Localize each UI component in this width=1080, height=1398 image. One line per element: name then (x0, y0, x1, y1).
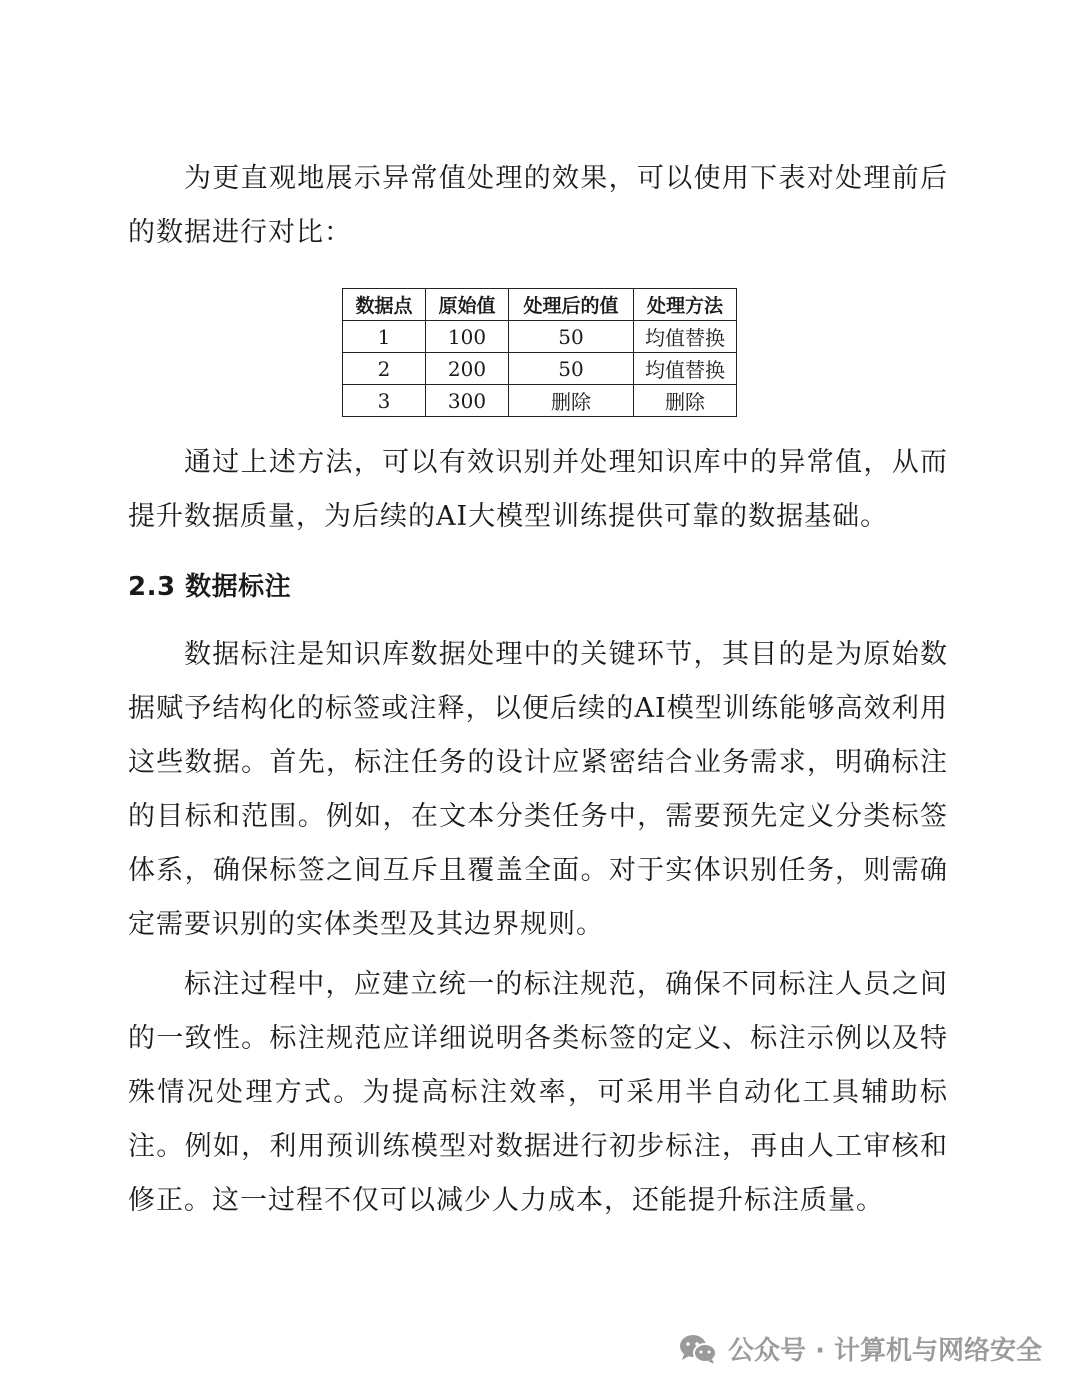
table-header-row (343, 289, 737, 321)
table-row (343, 385, 737, 417)
table-cell: 200 (426, 353, 509, 385)
table-header-cell: 原始值 (426, 289, 509, 321)
table-cell: 均值替换 (634, 321, 737, 353)
wechat-icon (678, 1332, 718, 1366)
table-header-cell: 数据点 (343, 289, 426, 321)
table-row (343, 321, 737, 353)
watermark-footer (678, 1330, 1042, 1367)
paragraph-intro: 为更直观地展示异常值处理的效果，可以使用下表对处理前后的数据进行对比： (128, 163, 948, 248)
paragraph-summary: 通过上述方法，可以有效识别并处理知识库中的异常值，从而提升数据质量，为后续的AI大模型训练提供可靠的数据基础。 (128, 447, 948, 532)
table-cell: 均值替换 (634, 353, 737, 385)
table-cell: 300 (426, 385, 509, 417)
table-header-cell: 处理后的值 (509, 289, 634, 321)
table-row (343, 353, 737, 385)
table-cell: 2 (343, 353, 426, 385)
section-heading: 2.3 数据标注 (128, 572, 292, 602)
comparison-table (342, 288, 737, 417)
table-cell: 删除 (634, 385, 737, 417)
table-header-cell: 处理方法 (634, 289, 737, 321)
paragraph-annotation-intro: 数据标注是知识库数据处理中的关键环节，其目的是为原始数据赋予结构化的标签或注释，以便后续的AI模型训练能够高效利用这些数据。首先，标注任务的设计应紧密结合业务需求，明确标注的目标和范围。例如，在文本分类任务中，需要预先定义分类标签体系，确保标签之间互斥且覆盖全面。对于实体识别任务，则需确定需要识别的实体类型及其边界规则。 (128, 639, 948, 940)
table-cell: 1 (343, 321, 426, 353)
table-cell: 50 (509, 353, 634, 385)
table-cell: 50 (509, 321, 634, 353)
table-cell: 3 (343, 385, 426, 417)
paragraph-annotation-process: 标注过程中，应建立统一的标注规范，确保不同标注人员之间的一致性。标注规范应详细说明各类标签的定义、标注示例以及特殊情况处理方式。为提高标注效率，可采用半自动化工具辅助标注。例如，利用预训练模型对数据进行初步标注，再由人工审核和修正。这一过程不仅可以减少人力成本，还能提升标注质量。 (128, 969, 948, 1216)
account-label: 公众号 · 计算机与网络安全 (728, 1336, 1042, 1366)
table-cell: 100 (426, 321, 509, 353)
table-cell: 删除 (509, 385, 634, 417)
